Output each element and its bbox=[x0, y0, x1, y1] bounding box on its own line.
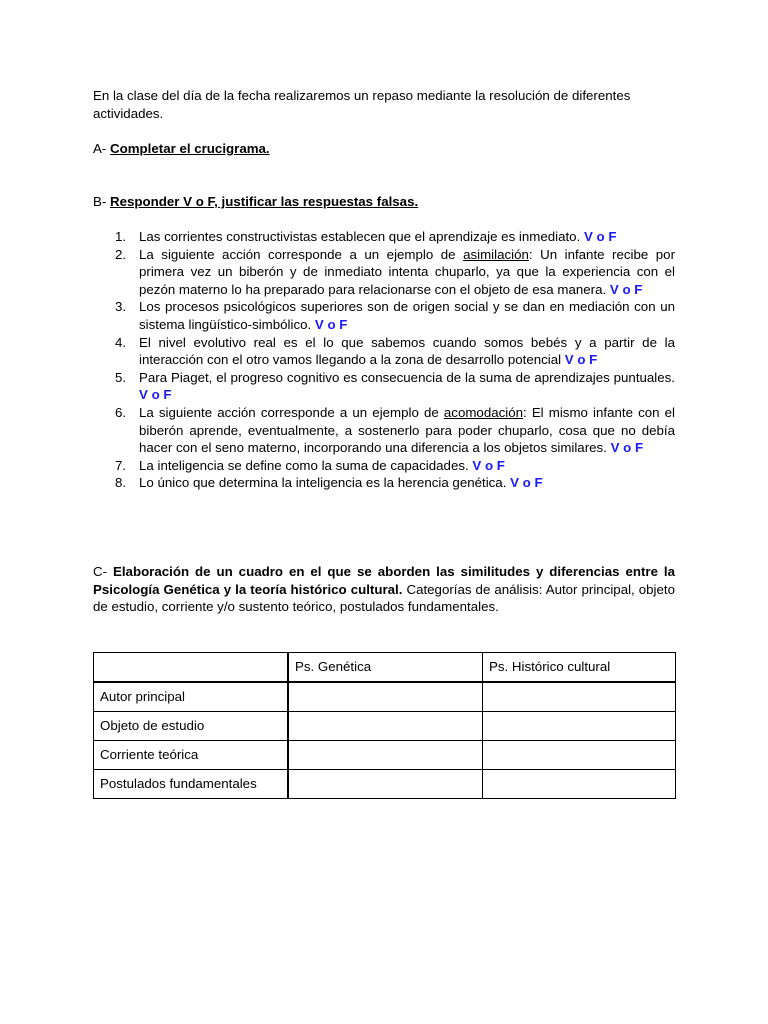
table-row bbox=[94, 770, 676, 799]
list-item bbox=[93, 369, 675, 404]
true-false-marker: V o F bbox=[610, 440, 644, 456]
item-number: 5. bbox=[115, 369, 127, 385]
row-label: Autor principal bbox=[94, 682, 289, 712]
section-c bbox=[93, 563, 675, 616]
item-term: asimilación bbox=[463, 246, 529, 262]
item-text: La siguiente acción corresponde a un ejemplo de bbox=[139, 404, 444, 420]
section-b bbox=[93, 193, 675, 211]
true-false-marker: V o F bbox=[139, 387, 172, 403]
table-header-row bbox=[94, 653, 676, 683]
item-text: Los procesos psicológicos superiores son de origen social y se dan en mediación con un sistema lingüístico-simbólico. bbox=[139, 299, 675, 332]
item-number: 6. bbox=[115, 404, 127, 420]
table-cell[interactable] bbox=[288, 770, 483, 799]
item-text: Lo único que determina la inteligencia es la herencia genética. bbox=[139, 475, 507, 491]
list-item bbox=[93, 404, 675, 457]
item-text: Para Piaget, el progreso cognitivo es consecuencia de la suma de aprendizajes puntuales. bbox=[139, 369, 675, 385]
list-item bbox=[93, 334, 675, 369]
comparison-table bbox=[93, 652, 676, 799]
item-text: : El mismo infante con el biberón aprende, eventualmente, a sostenerlo para poder chuparlo, cosa que no debía hacer con el seno materno, incorporando una diferencia a los objetos similares. bbox=[139, 404, 675, 456]
intro-paragraph: En la clase del día de la fecha realizaremos un repaso mediante la resolución de diferentes actividades. bbox=[93, 88, 631, 121]
true-false-marker: V o F bbox=[472, 457, 505, 473]
item-number: 3. bbox=[115, 299, 127, 315]
section-b-prefix: B- bbox=[93, 194, 110, 209]
table-cell[interactable] bbox=[288, 682, 483, 712]
section-c-rest-text: Categorías de análisis: Autor principal, objeto de estudio, corriente y/o sustento teórico, postulados fundamentales. bbox=[93, 581, 675, 615]
item-number: 8. bbox=[115, 475, 127, 491]
table-row bbox=[94, 682, 676, 712]
item-text: Las corrientes constructivistas establecen que el aprendizaje es inmediato. bbox=[139, 229, 581, 244]
section-a bbox=[93, 140, 675, 158]
list-item bbox=[93, 228, 675, 246]
true-false-marker: V o F bbox=[314, 316, 348, 332]
true-false-marker: V o F bbox=[609, 281, 643, 297]
true-false-list bbox=[93, 228, 675, 492]
list-item bbox=[93, 246, 675, 299]
table-header-historico-cultural: Ps. Histórico cultural bbox=[483, 653, 676, 683]
table-cell[interactable] bbox=[483, 770, 676, 799]
table-corner-cell bbox=[94, 653, 289, 683]
item-text: El nivel evolutivo real es el lo que sabemos cuando somos bebés y a partir de la interacción con el otro vamos llegando a la zona de desarrollo potencial bbox=[139, 334, 675, 368]
item-number: 7. bbox=[115, 457, 127, 473]
list-item bbox=[93, 457, 675, 475]
item-term: acomodación bbox=[443, 404, 523, 420]
table-cell[interactable] bbox=[288, 712, 483, 741]
row-label: Corriente teórica bbox=[94, 741, 289, 770]
true-false-marker: V o F bbox=[510, 475, 543, 491]
list-item bbox=[93, 298, 675, 333]
table-row bbox=[94, 712, 676, 741]
table-row bbox=[94, 741, 676, 770]
row-label: Postulados fundamentales bbox=[94, 770, 289, 799]
section-c-prefix: C- bbox=[93, 564, 113, 579]
item-text: La inteligencia se define como la suma de capacidades. bbox=[139, 457, 469, 473]
item-number: 1. bbox=[115, 229, 127, 244]
row-label: Objeto de estudio bbox=[94, 712, 289, 741]
item-number: 2. bbox=[115, 246, 127, 262]
table-cell[interactable] bbox=[483, 712, 676, 741]
list-item bbox=[93, 474, 675, 492]
true-false-marker: V o F bbox=[583, 229, 617, 244]
section-a-prefix: A- bbox=[93, 141, 110, 156]
true-false-marker: V o F bbox=[564, 352, 598, 368]
item-text: : Un infante recibe por primera vez un biberón y de inmediato intenta chuparlo, ya que la experiencia con el pezón materno lo ha preparado para relacionarse con el objeto de esa manera. bbox=[139, 246, 676, 297]
section-c-bold-text: Elaboración de un cuadro en el que se aborden las similitudes y diferencias entre la Psicología Genética y la teoría histórico cultural. bbox=[93, 564, 675, 597]
section-a-title: Completar el crucigrama. bbox=[110, 141, 270, 156]
item-text: La siguiente acción corresponde a un ejemplo de bbox=[139, 246, 464, 262]
table-header-genetica: Ps. Genética bbox=[288, 653, 483, 683]
item-number: 4. bbox=[115, 334, 127, 350]
section-b-title: Responder V o F, justificar las respuestas falsas. bbox=[110, 194, 419, 209]
table-cell[interactable] bbox=[288, 741, 483, 770]
table-cell[interactable] bbox=[483, 682, 676, 712]
table-cell[interactable] bbox=[483, 741, 676, 770]
